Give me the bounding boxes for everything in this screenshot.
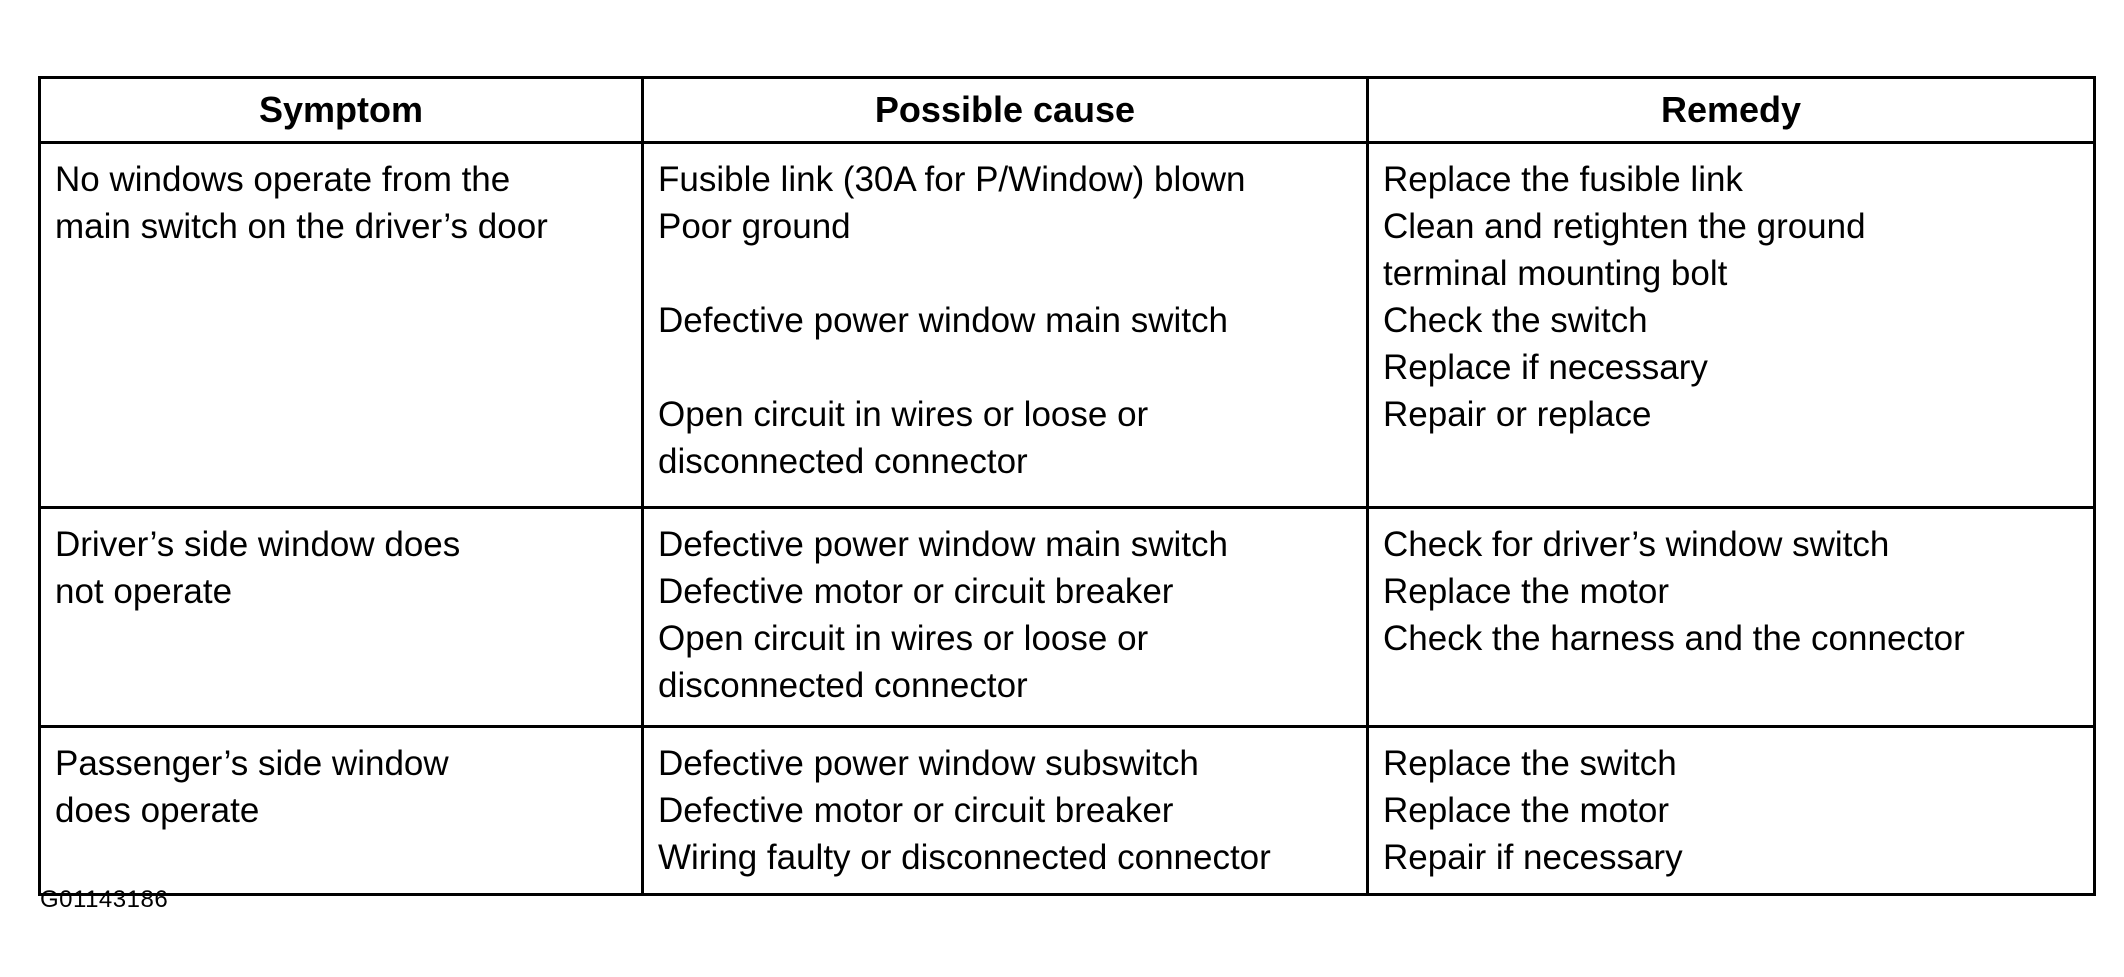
- remedy-line: Replace the switch: [1383, 744, 1677, 783]
- cause-line: Defective power window main switch: [658, 525, 1228, 564]
- remedy-line: Replace the fusible link: [1383, 160, 1743, 199]
- figure-id: G01143186: [40, 886, 169, 913]
- cause-line: disconnected connector: [658, 442, 1028, 481]
- symptom-line: Driver’s side window does: [55, 525, 461, 564]
- cause-line: Defective motor or circuit breaker: [658, 572, 1174, 611]
- cause-line: Defective power window main switch: [658, 301, 1228, 340]
- symptom-cell: [40, 143, 643, 508]
- remedy-cell: [1368, 727, 2095, 895]
- symptom-line: Passenger’s side window: [55, 744, 449, 783]
- header-row: [40, 78, 2095, 143]
- table-row: [40, 508, 2095, 727]
- remedy-line: Clean and retighten the ground: [1383, 207, 1866, 246]
- cause-cell: [643, 727, 1368, 895]
- remedy-line: Replace if necessary: [1383, 348, 1708, 387]
- remedy-cell: [1368, 508, 2095, 727]
- remedy-line: Repair or replace: [1383, 395, 1652, 434]
- remedy-cell: [1368, 143, 2095, 508]
- remedy-line: Check the harness and the connector: [1383, 619, 1965, 658]
- remedy-line: Check for driver’s window switch: [1383, 525, 1890, 564]
- remedy-line: terminal mounting bolt: [1383, 254, 1728, 293]
- header-remedy: Remedy: [1368, 78, 2095, 143]
- cause-line: Defective power window subswitch: [658, 744, 1199, 783]
- header-symptom: Symptom: [40, 78, 643, 143]
- symptom-cell: [40, 508, 643, 727]
- cause-line: Defective motor or circuit breaker: [658, 791, 1174, 830]
- symptom-cell: [40, 727, 643, 895]
- cause-line: Poor ground: [658, 207, 851, 246]
- remedy-line: Replace the motor: [1383, 791, 1669, 830]
- remedy-line: Replace the motor: [1383, 572, 1669, 611]
- cause-cell: [643, 508, 1368, 727]
- cause-line: Open circuit in wires or loose or: [658, 619, 1149, 658]
- troubleshooting-table: [38, 76, 2096, 896]
- symptom-line: does operate: [55, 791, 260, 830]
- cause-line: Wiring faulty or disconnected connector: [658, 838, 1271, 877]
- table-row: [40, 727, 2095, 895]
- symptom-line: main switch on the driver’s door: [55, 207, 548, 246]
- symptom-line: not operate: [55, 572, 233, 611]
- remedy-line: Check the switch: [1383, 301, 1648, 340]
- header-possible-cause: Possible cause: [643, 78, 1368, 143]
- remedy-line: Repair if necessary: [1383, 838, 1683, 877]
- cause-line: Open circuit in wires or loose or: [658, 395, 1149, 434]
- table-row: [40, 143, 2095, 508]
- symptom-line: No windows operate from the: [55, 160, 511, 199]
- cause-line: disconnected connector: [658, 666, 1028, 705]
- cause-line: Fusible link (30A for P/Window) blown: [658, 160, 1246, 199]
- cause-cell: [643, 143, 1368, 508]
